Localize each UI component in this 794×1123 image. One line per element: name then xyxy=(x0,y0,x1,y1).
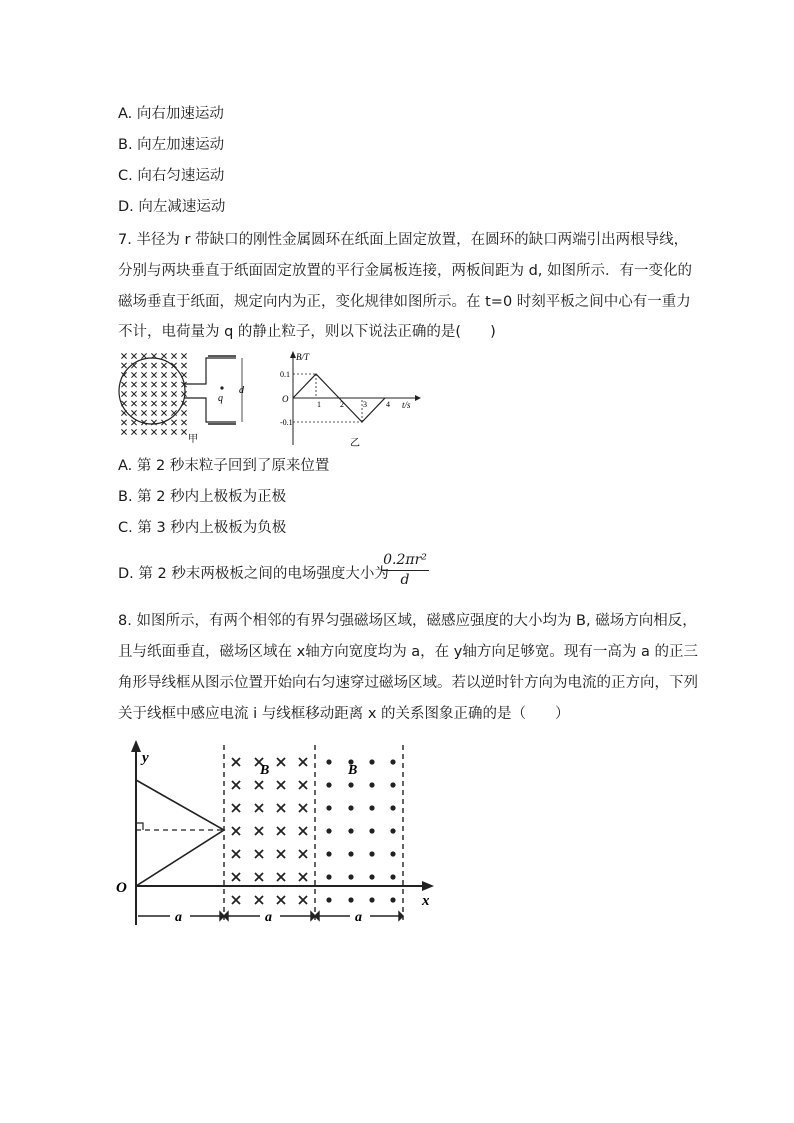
field-cross xyxy=(161,372,166,377)
origin-label: O xyxy=(116,880,127,896)
label-a-3: a xyxy=(355,910,362,925)
field-cross xyxy=(121,391,126,396)
particle xyxy=(220,386,223,389)
q7-stem-line-1: 7. 半径为 r 带缺口的刚性金属圆环在纸面上固定放置，在圆环的缺口两端引出两根导线， xyxy=(118,232,689,248)
field-cross xyxy=(181,429,186,434)
field-cross xyxy=(161,353,166,358)
field-cross xyxy=(121,353,126,358)
option-text: 第 2 秒末粒子回到了原来位置 xyxy=(136,458,330,474)
field-cross xyxy=(171,401,176,406)
field-cross xyxy=(161,363,166,368)
field-cross xyxy=(171,420,176,425)
field-cross xyxy=(181,420,186,425)
y-axis-arrow xyxy=(131,740,141,752)
field-cross xyxy=(151,382,156,387)
field-cross xyxy=(121,363,126,368)
field-cross xyxy=(131,401,136,406)
x-tick-label: 2 xyxy=(340,400,344,409)
option-letter: D. xyxy=(118,566,134,582)
field-dot xyxy=(348,828,353,833)
q7-option-b xyxy=(118,487,286,507)
q7-option-a xyxy=(118,456,329,476)
option-text: 第 3 秒内上极板为负极 xyxy=(137,520,287,536)
option-letter: B. xyxy=(118,489,133,505)
field-out-of-page-dots xyxy=(326,759,395,902)
field-cross xyxy=(131,382,136,387)
field-dot xyxy=(390,805,395,810)
field-cross xyxy=(255,896,263,904)
field-cross xyxy=(181,391,186,396)
field-cross xyxy=(141,401,146,406)
field-dot xyxy=(326,874,331,879)
fraction-formula xyxy=(381,552,429,589)
label-b-region-2: B xyxy=(348,763,358,778)
field-cross xyxy=(299,758,307,766)
field-cross xyxy=(121,382,126,387)
field-cross xyxy=(161,382,166,387)
right-angle-mark xyxy=(136,823,143,830)
option-text: 向右加速运动 xyxy=(136,106,224,122)
field-cross xyxy=(171,382,176,387)
field-cross xyxy=(151,391,156,396)
q8-figure-magnetic-regions xyxy=(112,740,442,930)
field-cross xyxy=(255,781,263,789)
x-tick-label: 4 xyxy=(386,400,390,409)
label-a-1: a xyxy=(175,910,182,925)
figure-caption-jia: 甲 xyxy=(188,434,198,445)
field-cross xyxy=(121,429,126,434)
field-cross xyxy=(299,850,307,858)
field-cross xyxy=(181,353,186,358)
field-cross xyxy=(121,420,126,425)
field-dot xyxy=(369,805,374,810)
field-cross xyxy=(141,410,146,415)
x-tick-label: 1 xyxy=(317,400,321,409)
field-cross xyxy=(171,372,176,377)
y-axis-label: B/T xyxy=(296,352,310,362)
field-dot xyxy=(348,874,353,879)
field-cross xyxy=(131,429,136,434)
option-letter: C. xyxy=(118,168,133,184)
field-dot xyxy=(369,828,374,833)
field-cross xyxy=(151,429,156,434)
field-cross xyxy=(255,827,263,835)
field-cross xyxy=(277,873,285,881)
field-cross xyxy=(161,401,166,406)
y-tick-label: 0.1 xyxy=(280,370,290,379)
field-dot xyxy=(369,851,374,856)
field-dot xyxy=(348,805,353,810)
field-cross xyxy=(141,382,146,387)
q6-option-b xyxy=(118,135,224,155)
field-cross xyxy=(151,410,156,415)
label-b-region-1: B xyxy=(260,763,270,778)
y-axis-label: y xyxy=(142,750,149,766)
field-cross xyxy=(277,758,285,766)
field-dot xyxy=(390,897,395,902)
field-cross xyxy=(277,896,285,904)
field-dot xyxy=(369,759,374,764)
field-cross xyxy=(141,363,146,368)
field-cross xyxy=(171,353,176,358)
field-cross xyxy=(277,804,285,812)
field-dot xyxy=(326,782,331,787)
field-dot xyxy=(390,828,395,833)
field-cross xyxy=(232,781,240,789)
field-cross xyxy=(299,781,307,789)
field-cross xyxy=(299,804,307,812)
field-cross xyxy=(151,401,156,406)
field-cross xyxy=(171,391,176,396)
field-cross xyxy=(181,363,186,368)
field-cross xyxy=(161,391,166,396)
q8-stem-line-4: 关于线框中感应电流 i 与线框移动距离 x 的关系图象正确的是（ ） xyxy=(118,706,570,722)
triangle-wire-frame xyxy=(136,780,224,886)
field-dot xyxy=(326,805,331,810)
q7-b-t-graph xyxy=(280,350,425,450)
field-cross xyxy=(131,420,136,425)
origin-label: O xyxy=(282,394,289,404)
option-letter: B. xyxy=(118,137,133,153)
x-axis-label: t/s xyxy=(402,400,411,410)
x-tick-label: 3 xyxy=(363,400,367,409)
figure-caption-yi: 乙 xyxy=(350,438,360,449)
field-cross xyxy=(131,372,136,377)
x-axis-arrow xyxy=(415,395,421,401)
field-cross xyxy=(277,827,285,835)
label-a-2: a xyxy=(265,910,272,925)
q6-option-a xyxy=(118,104,224,124)
field-cross xyxy=(299,896,307,904)
q7-option-c xyxy=(118,518,286,538)
fraction-denominator: d xyxy=(400,572,410,588)
field-cross xyxy=(277,781,285,789)
field-dot xyxy=(348,782,353,787)
field-into-page-crosses xyxy=(232,758,307,904)
q7-stem-line-2: 分别与两块垂直于纸面固定放置的平行金属板连接，两板间距为 d, 如图所示．有一变化的 xyxy=(118,263,693,279)
option-text: 第 2 秒内上极板为正极 xyxy=(137,489,287,505)
field-cross xyxy=(232,827,240,835)
field-cross xyxy=(141,372,146,377)
field-dot xyxy=(326,851,331,856)
fraction-numerator: 0.2πr² xyxy=(383,552,427,568)
field-cross xyxy=(299,873,307,881)
q8-stem-line-1: 8. 如图所示，有两个相邻的有界匀强磁场区域，磁感应强度的大小均为 B, 磁场方向相反， xyxy=(118,613,697,629)
field-cross xyxy=(161,429,166,434)
field-cross xyxy=(255,873,263,881)
q8-stem-line-2: 且与纸面垂直，磁场区域在 x轴方向宽度均为 a，在 y轴方向足够宽。现有一高为 a 的正三 xyxy=(118,644,698,660)
field-dot xyxy=(326,828,331,833)
field-cross xyxy=(181,410,186,415)
q7-stem-line-3: 磁场垂直于纸面，规定向内为正，变化规律如图所示。在 t=0 时刻平板之间中心有一重力 xyxy=(118,294,691,310)
option-text: 第 2 秒末两极板之间的电场强度大小为 xyxy=(138,566,389,582)
field-cross xyxy=(232,758,240,766)
field-dot xyxy=(348,851,353,856)
field-dot xyxy=(369,782,374,787)
label-d: d xyxy=(239,385,244,396)
field-dot xyxy=(369,897,374,902)
q7-option-d xyxy=(118,564,389,584)
field-dot xyxy=(369,874,374,879)
field-dot xyxy=(390,851,395,856)
field-cross xyxy=(141,429,146,434)
field-cross xyxy=(131,410,136,415)
upper-wire xyxy=(184,358,236,384)
x-axis-arrow xyxy=(422,881,434,891)
lower-wire xyxy=(184,398,236,422)
option-letter: A. xyxy=(118,106,133,122)
label-q: q xyxy=(218,393,223,404)
field-dot xyxy=(390,782,395,787)
q6-option-d xyxy=(118,197,225,217)
field-dot xyxy=(326,897,331,902)
field-cross xyxy=(131,391,136,396)
field-cross xyxy=(161,410,166,415)
option-text: 向左减速运动 xyxy=(138,199,226,215)
field-dot xyxy=(390,759,395,764)
field-cross xyxy=(131,353,136,358)
x-axis-label: x xyxy=(422,893,430,909)
q6-option-c xyxy=(118,166,224,186)
field-dot xyxy=(390,874,395,879)
field-cross xyxy=(232,850,240,858)
field-cross xyxy=(171,429,176,434)
field-cross xyxy=(151,372,156,377)
q7-stem-line-4: 不计，电荷量为 q 的静止粒子，则以下说法正确的是( ) xyxy=(118,324,496,340)
field-cross xyxy=(232,896,240,904)
field-cross xyxy=(232,873,240,881)
q8-stem-line-3: 角形导线框从图示位置开始向右匀速穿过磁场区域。若以逆时针方向为电流的正方向，下列 xyxy=(118,675,698,691)
option-text: 向右匀速运动 xyxy=(137,168,225,184)
field-cross xyxy=(141,353,146,358)
option-text: 向左加速运动 xyxy=(137,137,225,153)
field-cross xyxy=(277,850,285,858)
field-cross xyxy=(232,804,240,812)
field-dot xyxy=(348,897,353,902)
field-dot xyxy=(326,759,331,764)
option-letter: D. xyxy=(118,199,134,215)
q7-figure-ring-and-plates xyxy=(118,350,268,445)
option-letter: C. xyxy=(118,520,133,536)
option-letter: A. xyxy=(118,458,133,474)
field-cross xyxy=(255,804,263,812)
y-tick-label: -0.1 xyxy=(280,418,293,427)
field-cross xyxy=(299,827,307,835)
field-cross xyxy=(151,363,156,368)
field-cross xyxy=(141,391,146,396)
field-cross xyxy=(255,850,263,858)
